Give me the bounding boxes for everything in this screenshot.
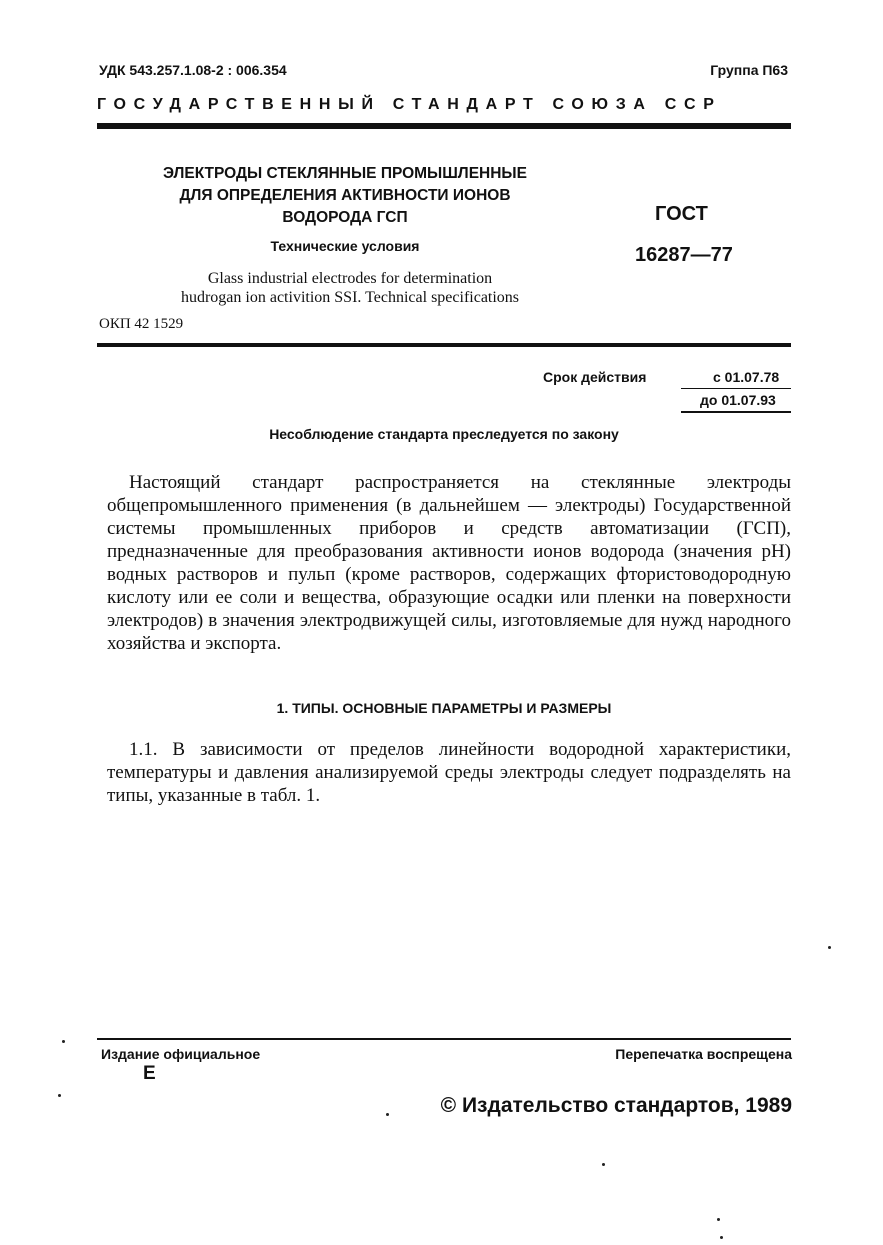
- title-line-3: ВОДОРОДА ГСП: [282, 209, 408, 226]
- valid-to-date: до 01.07.93: [700, 392, 776, 408]
- compliance-notice: Несоблюдение стандарта преследуется по закону: [269, 426, 619, 442]
- publisher-copyright: © Издательство стандартов, 1989: [440, 1094, 792, 1117]
- clause-1-1: [107, 738, 791, 807]
- footer-rule: [97, 1038, 791, 1040]
- gost-number: 16287—77: [635, 244, 733, 266]
- validity-underline: [681, 411, 791, 413]
- intro-text: Настоящий стандарт распространяется на стеклянные электроды общепромышленного применения (в дальнейшем — электроды) Государственной системы промышленных приборов и средств автоматизации (ГСП), предназначенные для преобразования активности ионов водорода (значения pH) водных растворов и пульп (кроме растворов, содержащих фтористоводородную кислоту или ее соли и вещества, образующие осадки или пленки на поверхности электродов) в значения электродвижущей силы, изготовляемые для нужд народного хозяйства и экспорта.: [107, 472, 791, 654]
- validity-underline: [681, 388, 791, 389]
- title-line-2: ДЛЯ ОПРЕДЕЛЕНИЯ АКТИВНОСТИ ИОНОВ: [179, 187, 511, 204]
- udk-code: УДК 543.257.1.08-2 : 006.354: [99, 62, 287, 78]
- okp-code: ОКП 42 1529: [99, 316, 184, 332]
- scan-speck: [602, 1163, 605, 1166]
- state-standard-banner: ГОСУДАРСТВЕННЫЙ СТАНДАРТ СОЮЗА ССР: [97, 96, 722, 113]
- scan-speck: [62, 1040, 65, 1043]
- reprint-prohibited-label: Перепечатка воспрещена: [615, 1046, 792, 1062]
- scan-speck: [828, 946, 831, 949]
- header-rule: [97, 123, 791, 129]
- title-line-1: ЭЛЕКТРОДЫ СТЕКЛЯННЫЕ ПРОМЫШЛЕННЫЕ: [163, 165, 527, 182]
- section-heading: 1. ТИПЫ. ОСНОВНЫЕ ПАРАМЕТРЫ И РАЗМЕРЫ: [276, 700, 612, 716]
- clause-1-1-text: 1.1. В зависимости от пределов линейности водородной характеристики, температуры и давления анализируемой среды электроды следует подразделять на типы, указанные в табл. 1.: [107, 739, 791, 806]
- intro-paragraph: [107, 471, 791, 655]
- scan-speck: [717, 1218, 720, 1221]
- gost-label: ГОСТ: [655, 203, 708, 225]
- valid-from-date: с 01.07.78: [713, 369, 780, 385]
- document-subtitle: Технические условия: [270, 238, 420, 254]
- english-title: [110, 269, 590, 307]
- scan-speck: [58, 1094, 61, 1097]
- scan-speck: [386, 1113, 389, 1116]
- group-code: Группа П63: [710, 62, 788, 78]
- official-edition-label: Издание официальное: [101, 1046, 261, 1062]
- validity-label: Срок действия: [543, 369, 647, 385]
- edition-letter: Е: [143, 1063, 156, 1084]
- scan-speck: [720, 1236, 723, 1239]
- english-title-line-2: hudrogan ion activition SSI. Technical specifications: [180, 289, 520, 306]
- english-title-line-1: Glass industrial electrodes for determination: [207, 270, 493, 287]
- title-rule: [97, 343, 791, 347]
- document-title: [120, 163, 570, 229]
